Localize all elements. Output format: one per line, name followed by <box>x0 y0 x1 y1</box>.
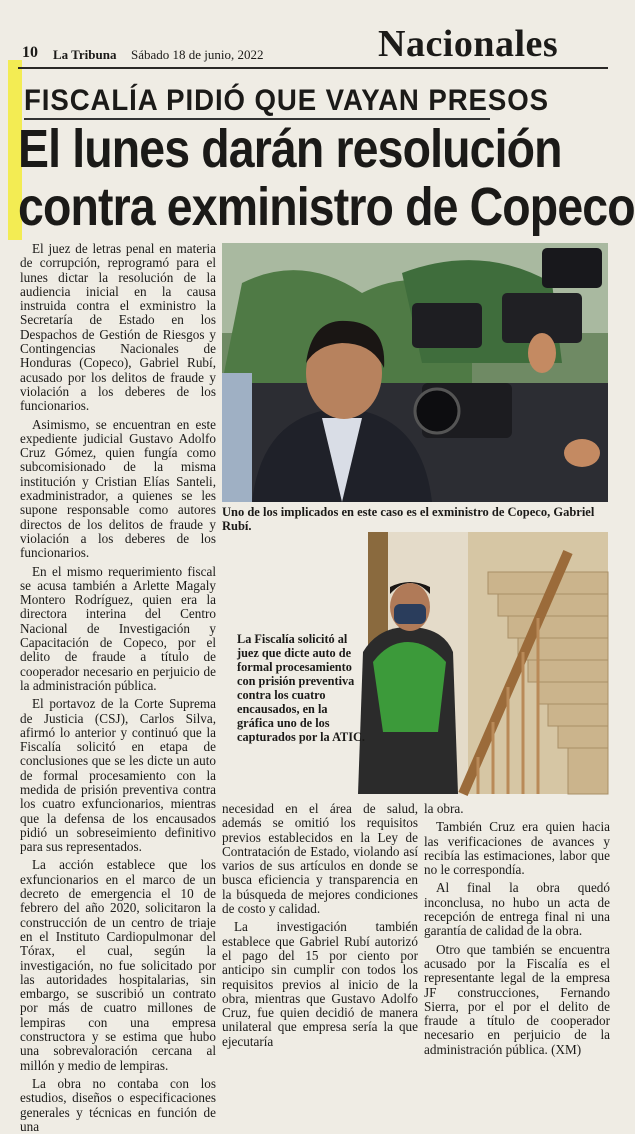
headline-line-1: El lunes darán resolución <box>18 119 562 179</box>
paragraph: Asimismo, se encuentran en este expediente judicial Gustavo Adolfo Cruz Gómez, quien fungía como subcomisionado de la misma institución y Cristian Elías Santeli, exadministrador, a quienes se les supone responsable como autores directos de los delitos de fraude y violación a los deberes de los funcionarios. <box>20 416 216 561</box>
paragraph: El juez de letras penal en materia de corrupción, reprogramó para el lunes dictar la resolución de la audiencia inicial en la causa instruida contra el exministro la Secretaría de Estado en los Despachos de Gestión de Riesgos y Contingencias Nacionales de Honduras (Copeco), Gabriel Rubí, acusado por los delitos de fraude y violación a los deberes de los funcionarios. <box>20 241 216 414</box>
photo-illustration <box>222 243 608 502</box>
paragraph: La investigación también establece que Gabriel Rubí autorizó el pago del 15 por ciento por anticipo sin cumplir con todos los requisitos previos al inicio de la obra, mientras que Gustavo Adolfo Cruz, fue quien decidió de manera unilateral que empresa sería la que ejecutaría <box>222 919 418 1049</box>
paragraph: La acción establece que los exfuncionarios en el marco de un decreto de emergencia el 10 de febrero del año 2020, solicitaron la construcción de un centro de triaje en el Instituto Cardiopulmonar del Tórax, el cual, según la investigación, no fue solicitado por las autoridades hospitalarias, sin embargo, se suscribió un contrato por más de cuatro millones de lempiras con una empresa constructora y se estima que hubo una sobrevaloración cercana al millón y medio de lempiras. <box>20 857 216 1073</box>
kicker-text: FISCALÍA PIDIÓ QUE VAYAN PRESOS <box>24 84 549 117</box>
article-column-2 <box>222 801 418 1049</box>
photo-exminister-press <box>222 243 608 502</box>
paragraph: La obra no contaba con los estudios, diseños o especificaciones generales y técnicas en función de una <box>20 1075 216 1134</box>
article-column-1 <box>20 241 216 1134</box>
photo-caption-1: Uno de los implicados en este caso es el exministro de Copeco, Gabriel Rubí. <box>222 505 595 533</box>
header-rule <box>18 67 608 69</box>
paragraph: Al final la obra quedó inconclusa, no hubo un acta de recepción de entrega final ni una garantía de calidad de la obra. <box>424 880 610 939</box>
paragraph: En el mismo requerimiento fiscal se acusa también a Arlette Magaly Montero Rodríguez, quien era la directora interina del Centro Nacional de Investigación y Capacitación de Copeco, por el delito de fraude a título de cooperador necesario en perjuicio de la administración pública. <box>20 563 216 693</box>
newspaper-name: La Tribuna <box>53 47 117 62</box>
headline-line-2: contra exministro de Copeco <box>18 177 635 237</box>
paragraph: necesidad en el área de salud, además se omitió los requisitos previos establecidos en la Ley de Contratación de Estado, violando así varios de sus artículos en donde se busca eficiencia y transparencia en la búsqueda de mejores condiciones de costo y calidad. <box>222 801 418 917</box>
photo-caption-2: La Fiscalía solicitó al juez que dicte auto de formal procesamiento con prisión preventiva contra los cuatro encausados, en la gráfica uno de los capturados por la ATIC. <box>237 632 366 744</box>
article-column-3 <box>424 801 610 1057</box>
issue-date: Sábado 18 de junio, 2022 <box>131 47 264 62</box>
paragraph: También Cruz era quien hacia las verificaciones de avances y recibía las estimaciones, labor que no le correspondía. <box>424 819 610 878</box>
headline <box>18 119 635 237</box>
paragraph: la obra. <box>424 801 464 816</box>
page-number: 10 <box>22 44 38 61</box>
kicker <box>24 84 549 118</box>
photo-illustration-2 <box>368 532 608 794</box>
paragraph: Otro que también se encuentra acusado por la Fiscalía es el representante legal de la empresa JF construcciones, Fernando Sierra, por el por el delito de fraude a título de cooperador necesario en perjuicio de la administración pública. (XM) <box>424 941 610 1057</box>
photo-detainee-stairs <box>368 532 608 794</box>
paragraph: El portavoz de la Corte Suprema de Justicia (CSJ), Carlos Silva, afirmó lo anterior y continuó que la Fiscalía solicitó en etapa de conclusiones que se les dicte un auto de formal procesamiento con la medida de prisión preventiva contra los cuatro exfuncionarios, mientras que la defensa de los encausados pidió un sobreseimiento definitivo para sus representados. <box>20 696 216 855</box>
section-title: Nacionales <box>378 23 559 65</box>
